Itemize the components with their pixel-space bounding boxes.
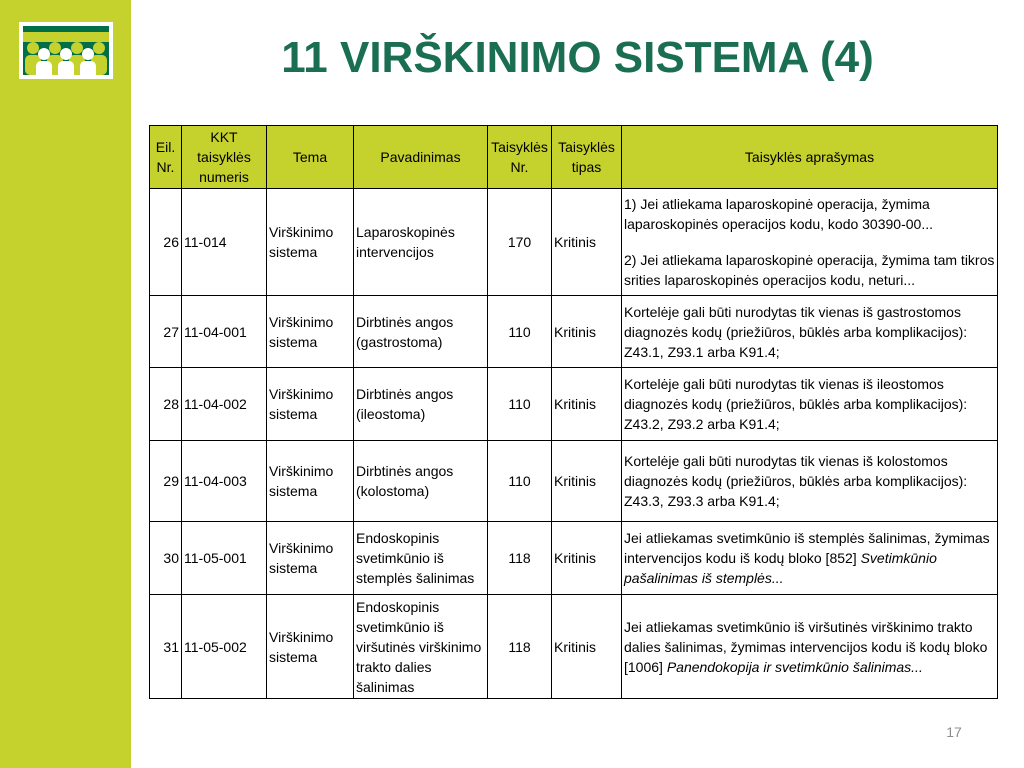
cell-nr: 110: [488, 441, 552, 522]
cell-kkt: 11-04-001: [182, 296, 267, 368]
cell-nr: 170: [488, 189, 552, 296]
description-text: Jei atliekamas svetimkūnio iš viršutinės virškinimo trakto dalies šalinimas, žymimas intervencijos kodu iš kodų bloko [1006]: [624, 618, 988, 675]
cell-nr: 110: [488, 368, 552, 441]
left-sidebar-band: [0, 0, 131, 768]
cell-tipas: Kritinis: [552, 189, 622, 296]
header-eil: Eil. Nr.: [150, 126, 182, 189]
header-kkt-numeris: KKT taisyklės numeris: [182, 126, 267, 189]
cell-tipas: Kritinis: [552, 441, 622, 522]
description-italic: Svetimkūnio pašalinimas iš stemplės...: [624, 550, 937, 586]
cell-nr: 118: [488, 522, 552, 595]
cell-eil: 27: [150, 296, 182, 368]
cell-nr: 118: [488, 595, 552, 699]
description-part-1: 1) Jei atliekama laparoskopinė operacija, žymima laparoskopinės operacijos kodu, kodo 30390-00...: [624, 196, 933, 232]
cell-tema: Virškinimo sistema: [267, 189, 354, 296]
table-row: [150, 368, 998, 441]
cell-tipas: Kritinis: [552, 296, 622, 368]
table-header-row: [150, 126, 998, 189]
people-group-icon: [23, 26, 109, 75]
cell-pavadinimas: Endoskopinis svetimkūnio iš viršutinės virškinimo trakto dalies šalinimas: [354, 595, 488, 699]
table-row: [150, 189, 998, 296]
table-row: [150, 296, 998, 368]
cell-tema: Virškinimo sistema: [267, 296, 354, 368]
rules-table: [149, 125, 998, 699]
cell-pavadinimas: Dirbtinės angos (ileostoma): [354, 368, 488, 441]
logo: [19, 22, 113, 79]
table-row: [150, 522, 998, 595]
cell-aprasymas: [622, 522, 998, 595]
cell-aprasymas: [622, 595, 998, 699]
cell-kkt: 11-014: [182, 189, 267, 296]
cell-eil: 26: [150, 189, 182, 296]
cell-tema: Virškinimo sistema: [267, 368, 354, 441]
description-text: Jei atliekamas svetimkūnio iš stemplės šalinimas, žymimas intervencijos kodu iš kodų bloko [852]: [624, 530, 990, 566]
table-row: [150, 441, 998, 522]
cell-pavadinimas: Dirbtinės angos (gastrostoma): [354, 296, 488, 368]
cell-tipas: Kritinis: [552, 522, 622, 595]
header-tema: Tema: [267, 126, 354, 189]
cell-eil: 31: [150, 595, 182, 699]
cell-aprasymas: Kortelėje gali būti nurodytas tik vienas iš ileostomos diagnozės kodų (priežiūros, būklės arba komplikacijos): Z43.2, Z93.2 arba K91.4;: [622, 368, 998, 441]
cell-pavadinimas: Endoskopinis svetimkūnio iš stemplės šalinimas: [354, 522, 488, 595]
cell-pavadinimas: Dirbtinės angos (kolostoma): [354, 441, 488, 522]
description-italic: Panendokopija ir svetimkūnio šalinimas...: [666, 658, 923, 675]
slide-title: 11 VIRŠKINIMO SISTEMA (4): [281, 33, 874, 82]
cell-aprasymas: [622, 189, 998, 296]
cell-kkt: 11-05-001: [182, 522, 267, 595]
cell-tema: Virškinimo sistema: [267, 441, 354, 522]
cell-kkt: 11-04-002: [182, 368, 267, 441]
cell-kkt: 11-04-003: [182, 441, 267, 522]
cell-tipas: Kritinis: [552, 368, 622, 441]
cell-eil: 30: [150, 522, 182, 595]
cell-tipas: Kritinis: [552, 595, 622, 699]
cell-aprasymas: Kortelėje gali būti nurodytas tik vienas iš gastrostomos diagnozės kodų (priežiūros, būklės arba komplikacijos): Z43.1, Z93.1 arba K91.4;: [622, 296, 998, 368]
header-taisykles-tipas: Taisyklės tipas: [552, 126, 622, 189]
header-aprasymas: Taisyklės aprašymas: [622, 126, 998, 189]
cell-kkt: 11-05-002: [182, 595, 267, 699]
cell-eil: 28: [150, 368, 182, 441]
table-row: [150, 595, 998, 699]
header-taisykles-nr: Taisyklės Nr.: [488, 126, 552, 189]
page-number: 17: [946, 724, 962, 740]
cell-eil: 29: [150, 441, 182, 522]
cell-tema: Virškinimo sistema: [267, 595, 354, 699]
description-part-2: 2) Jei atliekama laparoskopinė operacija, žymima tam tikros srities laparoskopinės operacijos kodu, neturi...: [624, 252, 995, 288]
cell-pavadinimas: Laparoskopinės intervencijos: [354, 189, 488, 296]
cell-tema: Virškinimo sistema: [267, 522, 354, 595]
cell-nr: 110: [488, 296, 552, 368]
header-pavadinimas: Pavadinimas: [354, 126, 488, 189]
cell-aprasymas: Kortelėje gali būti nurodytas tik vienas iš kolostomos diagnozės kodų (priežiūros, būklės arba komplikacijos): Z43.3, Z93.3 arba K91.4;: [622, 441, 998, 522]
